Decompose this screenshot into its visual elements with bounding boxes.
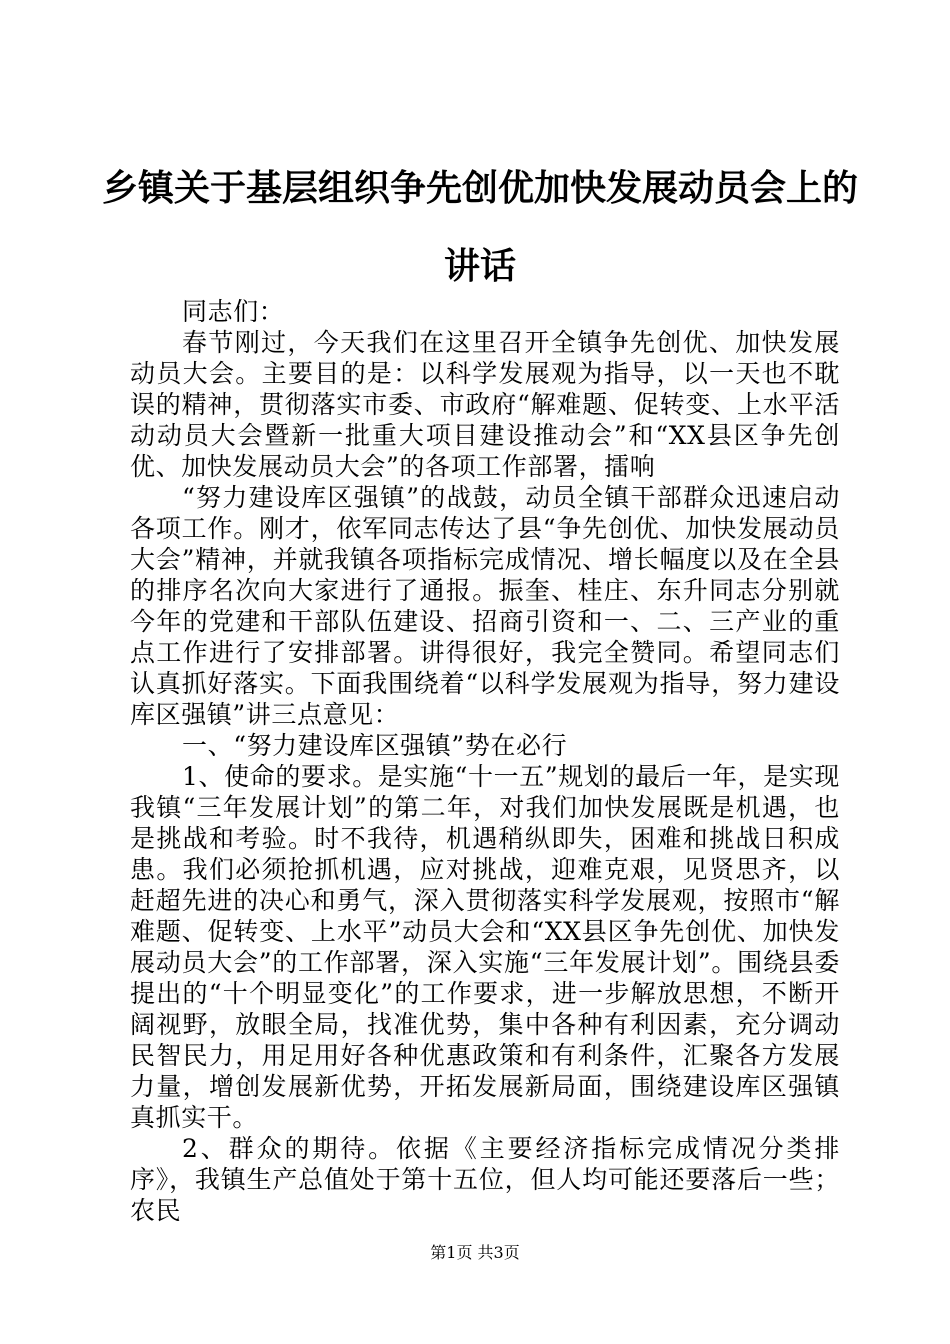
document-body [130,296,840,1226]
paragraph-intro: 春节刚过，今天我们在这里召开全镇争先创优、加快发展动员大会。主要目的是：以科学发展观为指导，以一天也不耽误的精神，贯彻落实市委、市政府“解难题、促转变、上水平活动动员大会暨新一批重大项目建设推动会”和“XX县区争先创优、加快发展动员大会”的各项工作部署，擂响 [130,328,840,481]
section-heading-1: 一、“努力建设库区强镇”势在必行 [182,731,568,760]
paragraph-mission: 1、使命的要求。是实施“十一五”规划的最后一年，是实现我镇“三年发展计划”的第二年，对我们加快发展既是机遇，也是挑战和考验。时不我待，机遇稍纵即失，困难和挑战日积成患。我们必须抢抓机遇，应对挑战，迎难克艰，见贤思齐，以赶超先进的决心和勇气，深入贯彻落实科学发展观，按照市“解难题、促转变、上水平”动员大会和“XX县区争先创优、加快发展动员大会”的工作部署，深入实施“三年发展计划”。围绕县委提出的“十个明显变化”的工作要求，进一步解放思想，不断开阔视野，放眼全局，找准优势，集中各种有利因素，充分调动民智民力，用足用好各种优惠政策和有利条件，汇聚各方发展力量，增创发展新优势，开拓发展新局面，围绕建设库区强镇真抓实干。 [130,762,840,1132]
paragraph-expectation: 2、群众的期待。依据《主要经济指标完成情况分类排序》，我镇生产总值处于第十五位，但人均可能还要落后一些；农民 [130,1134,840,1225]
paragraph-salutation: 同志们： [182,297,285,326]
paragraph-overview: “努力建设库区强镇”的战鼓，动员全镇干部群众迅速启动各项工作。刚才，依军同志传达了县“争先创优、加快发展动员大会”精神，并就我镇各项指标完成情况、增长幅度以及在全县的排序名次向大家进行了通报。振奎、桂庄、东升同志分别就今年的党建和干部队伍建设、招商引资和一、二、三产业的重点工作进行了安排部署。讲得很好，我完全赞同。希望同志们认真抓好落实。下面我围绕着“以科学发展观为指导，努力建设库区强镇”讲三点意见： [130,483,840,729]
document-title: 乡镇关于基层组织争先创优加快发展动员会上的讲话 [101,168,858,287]
page-footer: 第1页 共3页 [430,1243,520,1262]
